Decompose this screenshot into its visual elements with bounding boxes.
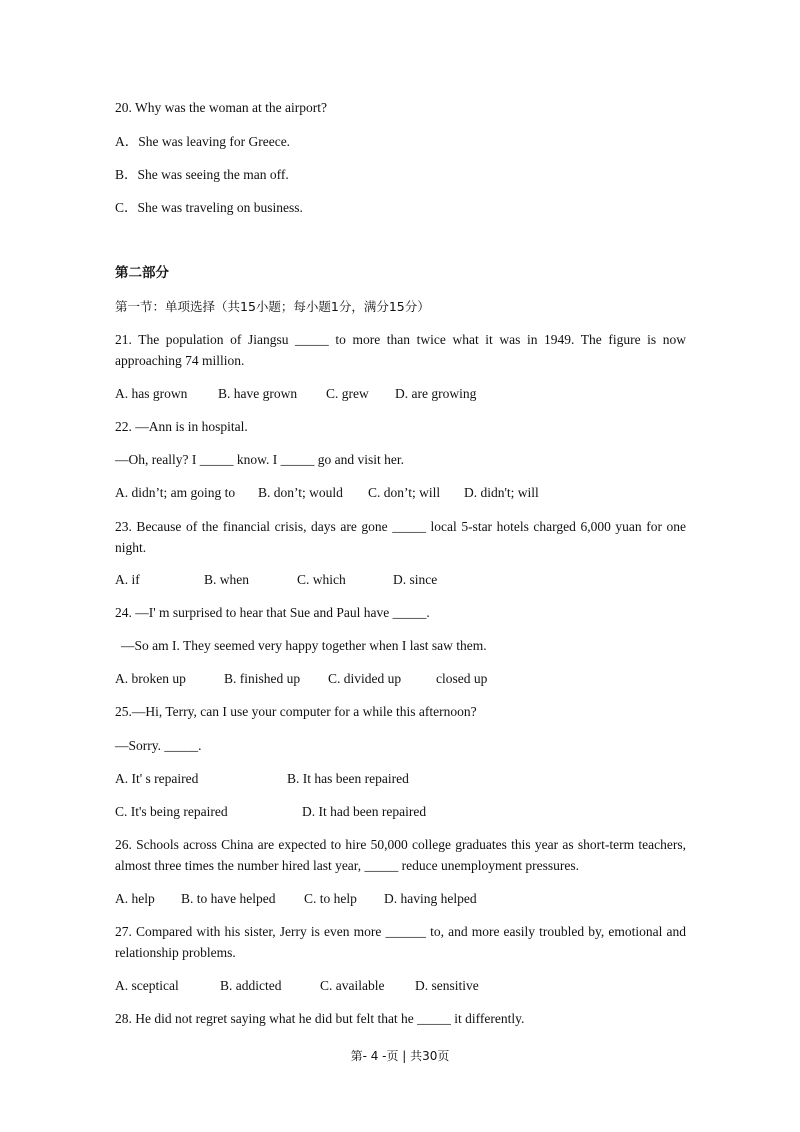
part2-subtitle: 第一节：单项选择（共15小题；每小题1分，满分15分） <box>115 299 430 314</box>
q25-option-d: D. It had been repaired <box>302 804 427 819</box>
q25-line2: —Sorry. _____. <box>115 738 202 753</box>
q26-option-a: A. help <box>115 891 155 906</box>
q22-option-c: C. don’t; will <box>368 485 441 500</box>
q21-option-a: A. has grown <box>115 386 188 401</box>
q24-line1: 24. —I' m surprised to hear that Sue and Paul have _____. <box>115 605 430 620</box>
q23-option-b: B. when <box>204 572 249 587</box>
q22-line1: 22. —Ann is in hospital. <box>115 419 248 434</box>
q22-line2: —Oh, really? I _____ know. I _____ go and visit her. <box>115 452 404 467</box>
q26-option-c: C. to help <box>304 891 357 906</box>
q20-option-c: C．She was traveling on business. <box>115 200 303 215</box>
q25-line1: 25.—Hi, Terry, can I use your computer for a while this afternoon? <box>115 704 477 719</box>
q25-option-a: A. It' s repaired <box>115 771 199 786</box>
q27-option-c: C. available <box>320 978 385 993</box>
part2-title: 第二部分 <box>115 265 169 281</box>
q21-option-b: B. have grown <box>218 386 298 401</box>
q26-question: 26. Schools across China are expected to hire 50,000 college graduates this year as short-term teachers, almost three times the number hired last year, _____ reduce unemployment pressures. <box>115 837 686 873</box>
q25-option-c: C. It's being repaired <box>115 804 228 819</box>
q21-option-c: C. grew <box>326 386 369 401</box>
q20-option-b: B．She was seeing the man off. <box>115 167 289 182</box>
q24-option-d: closed up <box>436 671 488 686</box>
q26-option-d: D. having helped <box>384 891 477 906</box>
q23-question: 23. Because of the financial crisis, days are gone _____ local 5-star hotels charged 6,000 yuan for one night. <box>115 519 686 555</box>
q23-option-a: A. if <box>115 572 140 587</box>
q27-option-a: A. sceptical <box>115 978 179 993</box>
q22-option-a: A. didn’t; am going to <box>115 485 236 500</box>
q27-question: 27. Compared with his sister, Jerry is even more ______ to, and more easily troubled by, emotional and relationship problems. <box>115 924 686 960</box>
q24-option-c: C. divided up <box>328 671 402 686</box>
q22-option-d: D. didn't; will <box>464 485 539 500</box>
q25-option-b: B. It has been repaired <box>287 771 409 786</box>
q26-option-b: B. to have helped <box>181 891 276 906</box>
q22-option-b: B. don’t; would <box>258 485 343 500</box>
q24-line2: —So am I. They seemed very happy together when I last saw them. <box>121 638 487 653</box>
q24-option-b: B. finished up <box>224 671 301 686</box>
page-footer: 第- 4 -页 | 共30页 <box>350 1049 450 1063</box>
q23-option-d: D. since <box>393 572 438 587</box>
q21-option-d: D. are growing <box>395 386 477 401</box>
q23-option-c: C. which <box>297 572 346 587</box>
q28-question: 28. He did not regret saying what he did but felt that he _____ it differently. <box>115 1011 525 1026</box>
q24-option-a: A. broken up <box>115 671 186 686</box>
q20-option-a: A．She was leaving for Greece. <box>115 134 291 149</box>
q27-option-b: B. addicted <box>220 978 282 993</box>
q20-question: 20. Why was the woman at the airport? <box>115 100 327 115</box>
q21-question: 21. The population of Jiangsu _____ to more than twice what it was in 1949. The figure is now approaching 74 million. <box>115 332 686 368</box>
q27-option-d: D. sensitive <box>415 978 479 993</box>
